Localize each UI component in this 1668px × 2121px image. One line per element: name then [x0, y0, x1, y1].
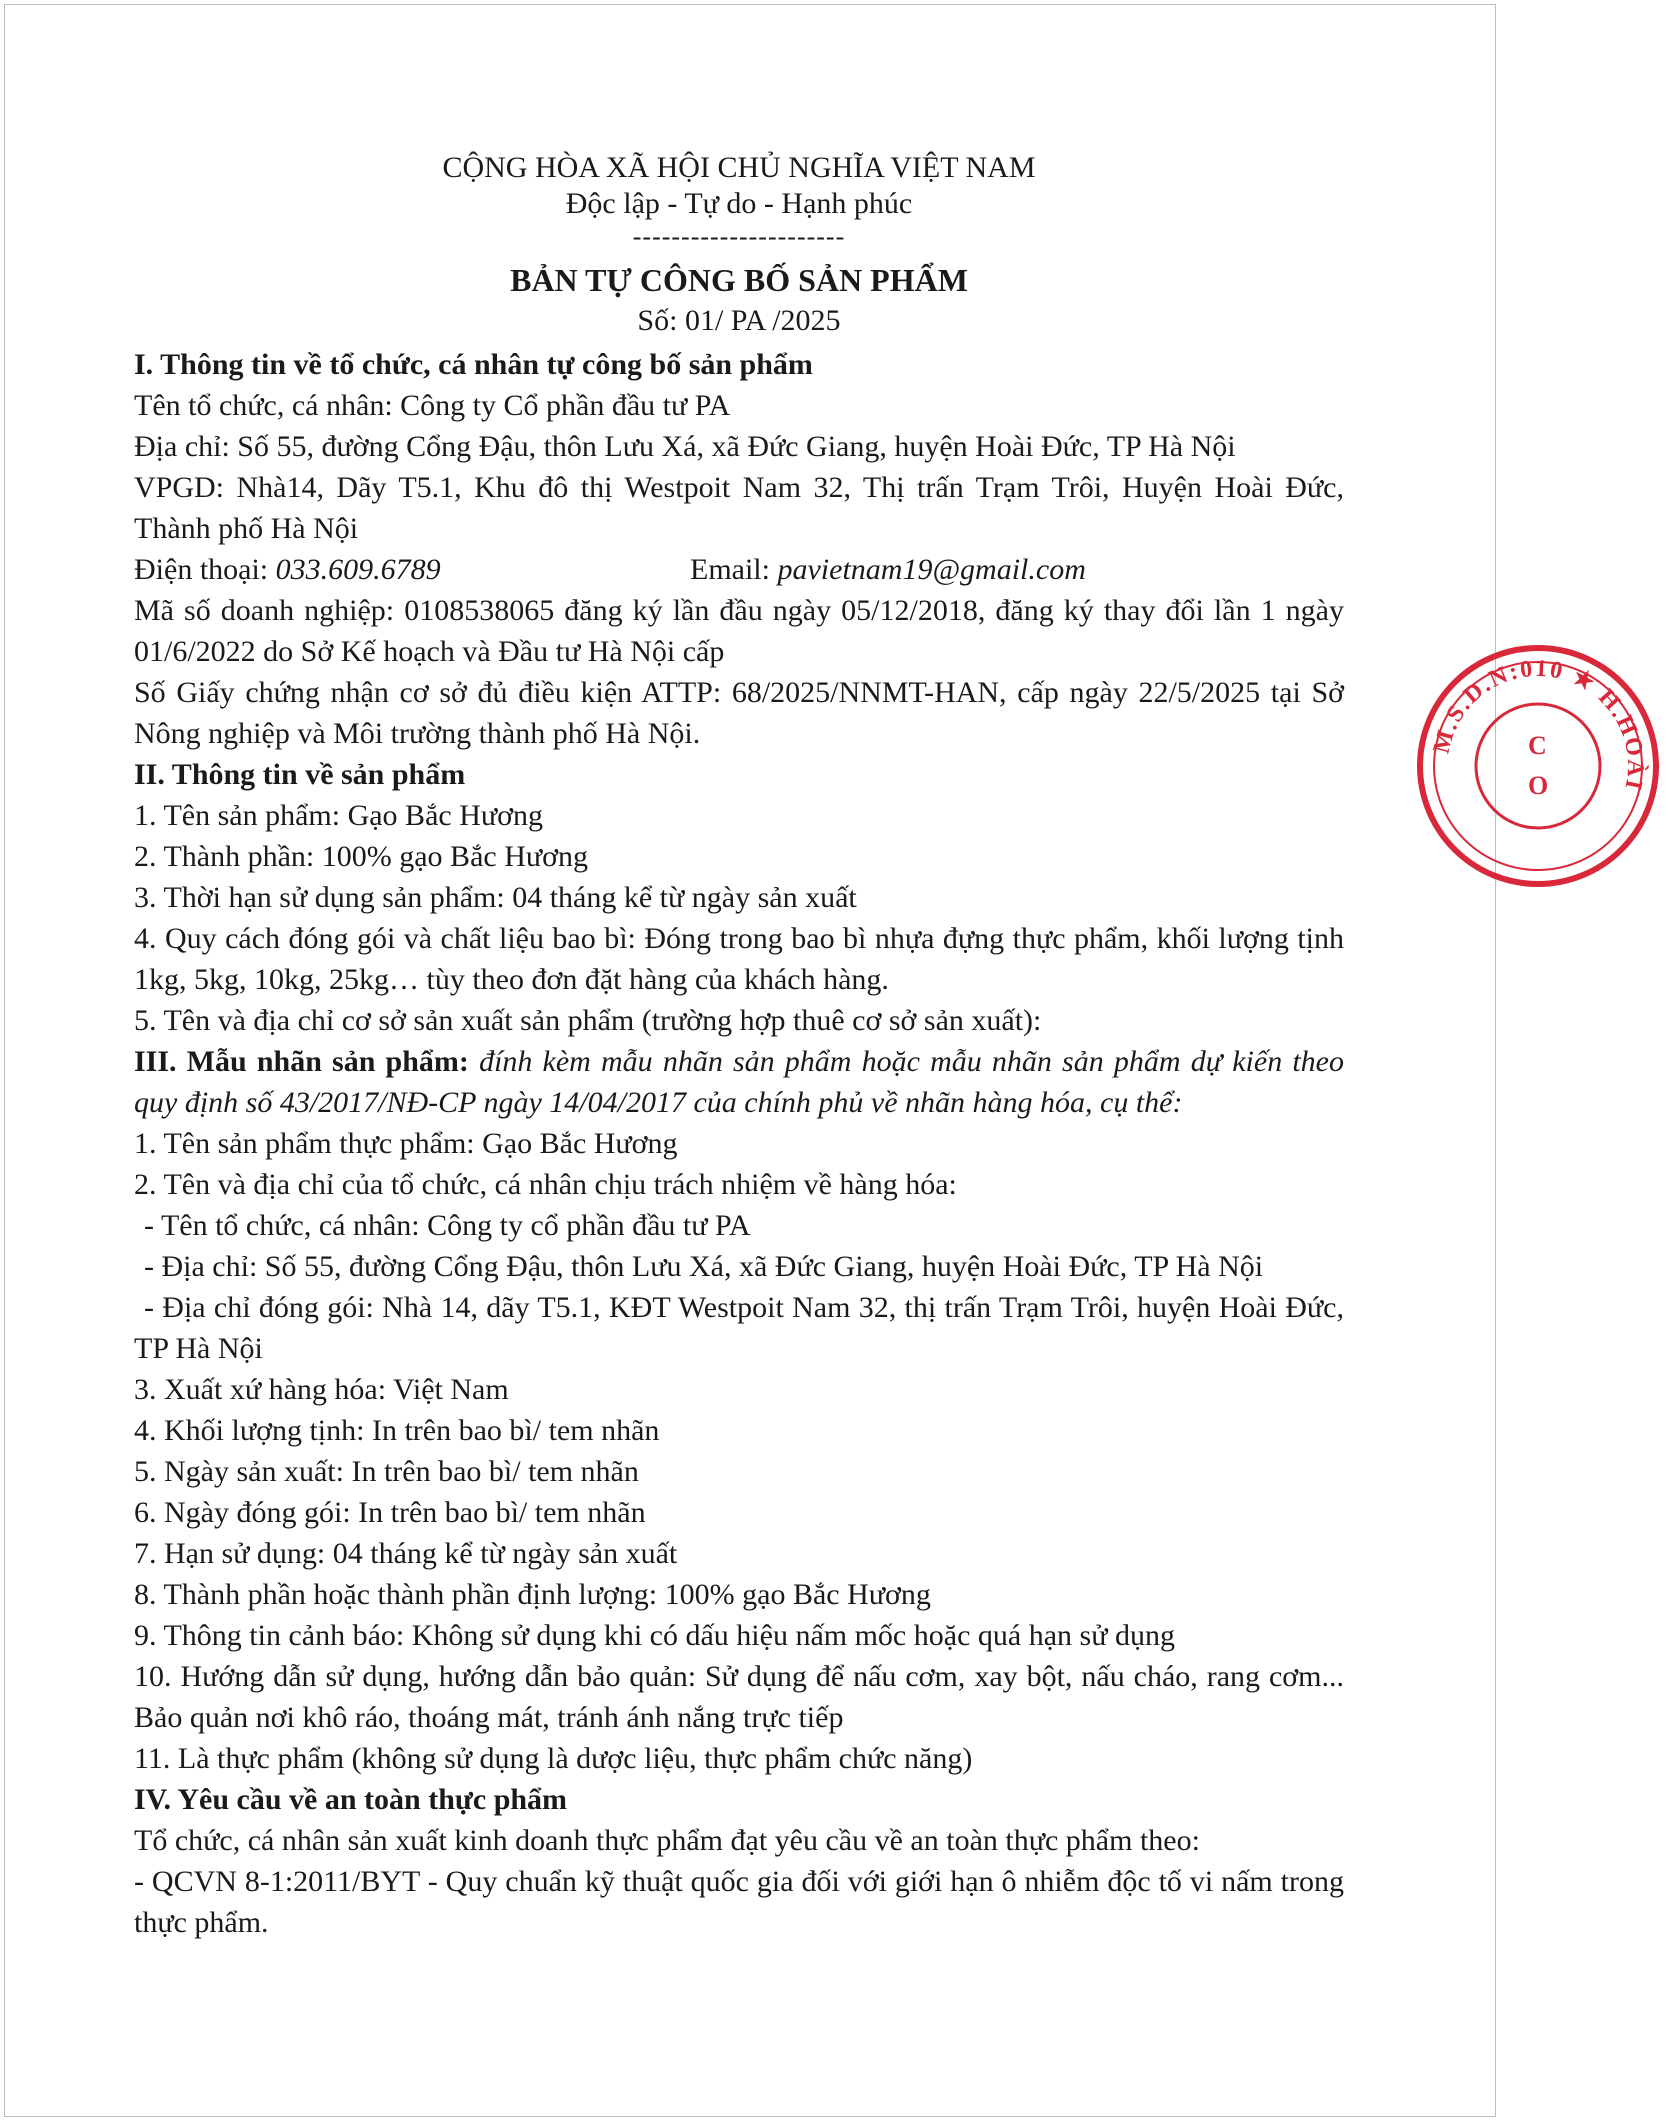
product-info-item: 4. Quy cách đóng gói và chất liệu bao bì: Đóng trong bao bì nhựa đựng thực phẩm, khối lượng tịnh 1kg, 5kg, 10kg, 25kg… tùy theo đơn đặt hàng của khách hàng. [134, 922, 1344, 996]
label-subitem: - Tên tổ chức, cá nhân: Công ty cổ phần đầu tư PA [144, 1209, 751, 1242]
phone-number: 033.609.6789 [275, 553, 441, 586]
company-seal-stamp [1408, 636, 1668, 896]
section-4-heading: IV. Yêu cầu về an toàn thực phẩm [134, 1783, 568, 1816]
label-item: 4. Khối lượng tịnh: In trên bao bì/ tem nhãn [134, 1414, 660, 1447]
business-code: Mã số doanh nghiệp: 0108538065 đăng ký lần đầu ngày 05/12/2018, đăng ký thay đổi lần 1 ngày 01/6/2022 do Sở Kế hoạch và Đầu tư Hà Nội cấp [134, 594, 1344, 668]
svg-text:M.S.D.N:010 ★ H.HOÀI: M.S.D.N:010 ★ H.HOÀI [1428, 655, 1649, 794]
svg-text:C: C [1528, 731, 1547, 760]
nation-header: CỘNG HÒA XÃ HỘI CHỦ NGHĨA VIỆT NAM [442, 151, 1036, 184]
label-item: 2. Tên và địa chỉ của tổ chức, cá nhân chịu trách nhiệm về hàng hóa: [134, 1168, 957, 1201]
safety-intro: Tổ chức, cá nhân sản xuất kinh doanh thực phẩm đạt yêu cầu về an toàn thực phẩm theo: [134, 1824, 1200, 1857]
label-item: 6. Ngày đóng gói: In trên bao bì/ tem nhãn [134, 1496, 646, 1529]
motto: Độc lập - Tự do - Hạnh phúc [565, 187, 913, 220]
product-info-item: 1. Tên sản phẩm: Gạo Bắc Hương [134, 799, 543, 832]
product-info-item: 2. Thành phần: 100% gạo Bắc Hương [134, 840, 588, 873]
org-name: Tên tổ chức, cá nhân: Công ty Cổ phần đầu tư PA [134, 389, 731, 422]
label-item: 9. Thông tin cảnh báo: Không sử dụng khi có dấu hiệu nấm mốc hoặc quá hạn sử dụng [134, 1619, 1175, 1652]
document-title: BẢN TỰ CÔNG BỐ SẢN PHẨM [510, 262, 968, 298]
label-item: 11. Là thực phẩm (không sử dụng là dược liệu, thực phẩm chức năng) [134, 1742, 973, 1775]
email-label: Email: [690, 553, 778, 586]
section-1-heading: I. Thông tin về tổ chức, cá nhân tự công bố sản phẩm [134, 348, 813, 381]
label-item: 3. Xuất xứ hàng hóa: Việt Nam [134, 1373, 509, 1406]
section-2-heading: II. Thông tin về sản phẩm [134, 758, 466, 791]
org-address: Địa chỉ: Số 55, đường Cổng Đậu, thôn Lưu Xá, xã Đức Giang, huyện Hoài Đức, TP Hà Nội [134, 430, 1236, 463]
header-separator: ---------------------- [632, 222, 846, 251]
label-item: 8. Thành phần hoặc thành phần định lượng: 100% gạo Bắc Hương [134, 1578, 931, 1611]
section-3-heading-block [134, 1041, 1344, 1123]
product-info-item: 3. Thời hạn sử dụng sản phẩm: 04 tháng kể từ ngày sản xuất [134, 881, 857, 914]
label-item: 10. Hướng dẫn sử dụng, hướng dẫn bảo quản: Sử dụng để nấu cơm, xay bột, nấu cháo, rang cơm... Bảo quản nơi khô ráo, thoáng mát, tránh ánh nắng trực tiếp [134, 1660, 1344, 1734]
svg-text:O: O [1528, 771, 1549, 800]
label-item: 7. Hạn sử dụng: 04 tháng kể từ ngày sản xuất [134, 1537, 678, 1570]
section-3-note: đính kèm mẫu nhãn sản phẩm hoặc mẫu nhãn sản phẩm dự kiến theo quy định số 43/2017/NĐ-CP ngày 14/04/2017 của chính phủ về nhãn hàng hóa, cụ thể: [134, 1045, 1344, 1119]
section-3-heading: III. Mẫu nhãn sản phẩm: [134, 1045, 480, 1078]
phone-label: Điện thoại: [134, 553, 276, 586]
label-item: 5. Ngày sản xuất: In trên bao bì/ tem nhãn [134, 1455, 639, 1488]
document-body [134, 150, 1344, 1943]
label-subitem: - Địa chỉ đóng gói: Nhà 14, dãy T5.1, KĐT Westpoit Nam 32, thị trấn Trạm Trôi, huyện Hoài Đức, TP Hà Nội [134, 1291, 1344, 1365]
product-info-item: 5. Tên và địa chỉ cơ sở sản xuất sản phẩm (trường hợp thuê cơ sở sản xuất): [134, 1004, 1042, 1037]
email-address: pavietnam19@gmail.com [777, 553, 1086, 586]
office-address: VPGD: Nhà14, Dãy T5.1, Khu đô thị Westpoit Nam 32, Thị trấn Trạm Trôi, Huyện Hoài Đức, Thành phố Hà Nội [134, 471, 1344, 545]
document-number: Số: 01/ PA /2025 [637, 304, 841, 337]
contact-row [134, 549, 1344, 590]
phone-line [134, 549, 690, 590]
safety-standard: - QCVN 8-1:2011/BYT - Quy chuẩn kỹ thuật quốc gia đối với giới hạn ô nhiễm độc tố vi nấm trong thực phẩm. [134, 1865, 1344, 1939]
label-subitem: - Địa chỉ: Số 55, đường Cổng Đậu, thôn Lưu Xá, xã Đức Giang, huyện Hoài Đức, TP Hà Nội [144, 1250, 1264, 1283]
label-item: 1. Tên sản phẩm thực phẩm: Gạo Bắc Hương [134, 1127, 678, 1160]
food-safety-certificate: Số Giấy chứng nhận cơ sở đủ điều kiện ATTP: 68/2025/NNMT-HAN, cấp ngày 22/5/2025 tại Sở Nông nghiệp và Môi trường thành phố Hà Nội. [134, 676, 1344, 750]
email-line [690, 549, 1086, 590]
